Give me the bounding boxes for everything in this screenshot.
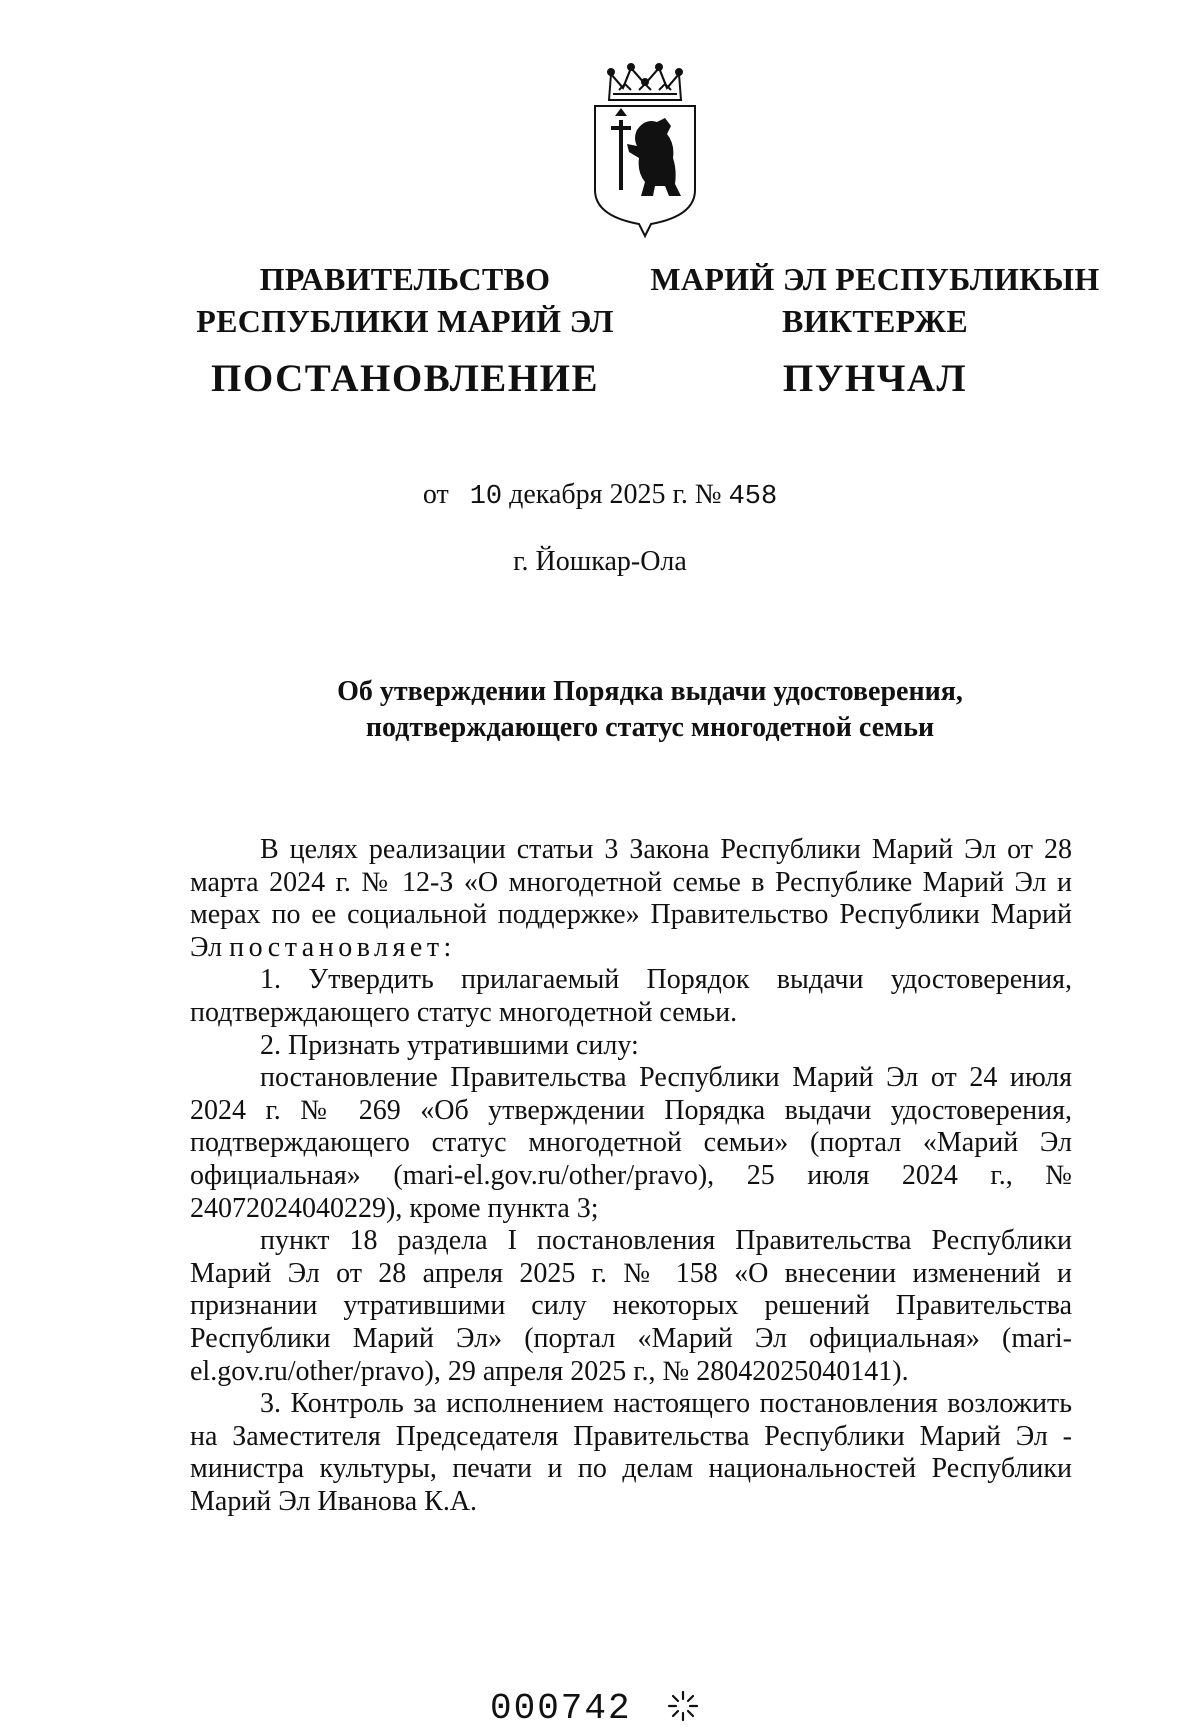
date-prefix: от <box>422 479 449 510</box>
body-paragraph: 2. Признать утратившими силу: <box>260 1029 639 1061</box>
date-month-year: декабря 2025 г. № <box>509 479 722 510</box>
org-name-line: ПРАВИТЕЛЬСТВО <box>259 261 551 297</box>
document-number: 458 <box>728 482 778 512</box>
document-kind: ПОСТАНОВЛЕНИЕ <box>210 357 599 400</box>
serial-number: 000742 <box>490 1688 632 1729</box>
document-title <box>190 674 1110 746</box>
document-kind: ПУНЧАЛ <box>782 357 968 400</box>
body-paragraph <box>190 834 1072 964</box>
title-line: подтверждающего статус многодетной семьи <box>365 712 935 743</box>
city-line: г. Йошкар-Ола <box>513 546 687 577</box>
coat-of-arms-emblem <box>585 60 705 240</box>
body-paragraph: 3. Контроль за исполнением настоящего постановления возложить на Заместителя Председателя Правительства Республики Марий Эл - министра культуры, печати и по делам национальностей Республики Марий Эл Иванова К.А. <box>190 1388 1072 1517</box>
document-body <box>190 834 1072 1518</box>
date-line <box>0 479 1200 512</box>
date-day: 10 <box>469 482 503 512</box>
crown-icon <box>608 64 682 100</box>
body-text: В целях реализации статьи 3 Закона Республики Марий Эл от 28 марта 2024 г. № 12-З «О многодетной семье в Республике Марий Эл и мерах по ее социальной поддержке» Правительство Республики Марий Эл <box>190 834 1072 963</box>
title-line: Об утверждении Порядка выдачи удостоверения, <box>337 676 963 707</box>
org-name-line: РЕСПУБЛИКИ МАРИЙ ЭЛ <box>196 303 614 339</box>
asterisk-mark-icon <box>665 1688 701 1724</box>
body-paragraph: 1. Утвердить прилагаемый Порядок выдачи удостоверения, подтверждающего статус многодетной семьи. <box>190 964 1072 1028</box>
spaced-word: постановляет: <box>229 931 456 963</box>
body-paragraph: постановление Правительства Республики Марий Эл от 24 июля 2024 г. № 269 «Об утверждении Порядка выдачи удостоверения, подтверждающего статус многодетной семьи» (портал «Марий Эл официальная» (mari-el.gov.ru/other/pravo), 25 июля 2024 г., № 24072024040229), кроме пункта 3; <box>190 1062 1072 1224</box>
org-name-line: МАРИЙ ЭЛ РЕСПУБЛИКЫН <box>650 261 1100 297</box>
body-paragraph: пункт 18 раздела I постановления Правительства Республики Марий Эл от 28 апреля 2025 г. № 158 «О внесении изменений и признании утратившими силу некоторых решений Правительства Республики Марий Эл» (портал «Марий Эл официальная» (mari-el.gov.ru/other/pravo), 29 апреля 2025 г., № 28042025040141). <box>190 1225 1072 1387</box>
header-left-block <box>190 258 620 402</box>
org-name-line: ВИКТЕРЖЕ <box>782 303 968 339</box>
header-right-block <box>650 258 1100 402</box>
